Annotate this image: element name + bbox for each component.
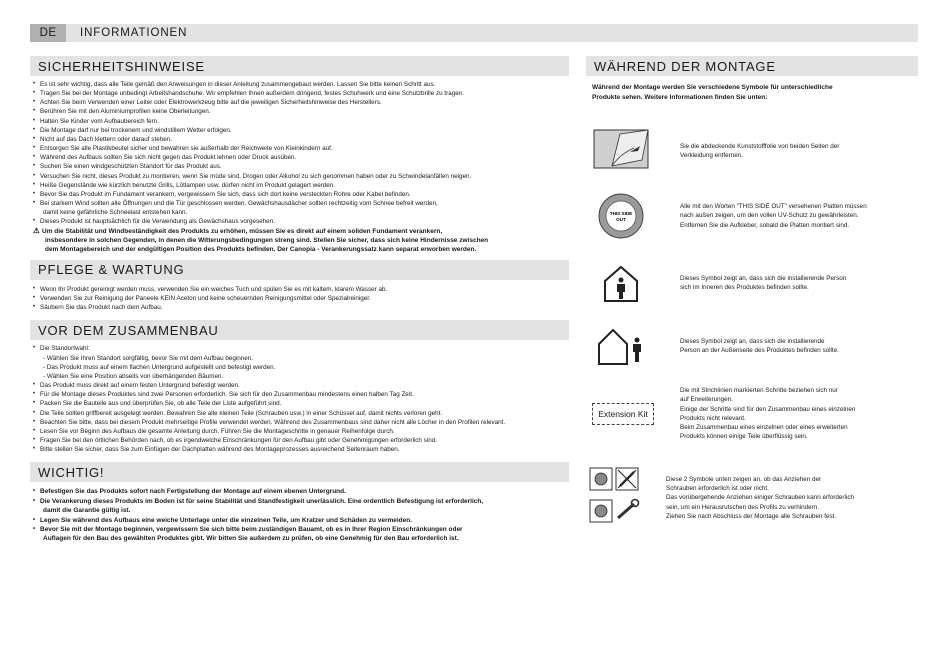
section-title-assembly: WÄHREND DER MONTAGE (586, 56, 918, 76)
symbol-description: Die mit Strichlinien markierten Schritte beziehen sich nur auf Erweiterungen. Einige der Schritte sind für den Zusammenbau eines einzelnen Produkts nicht relevant. Beim Zusammenbau eines einzelnen oder eines erweiterten Produkts können einige Teile überflüssig sein. (680, 387, 856, 441)
symbol-row-this-side-out (586, 192, 867, 240)
list-item: damit keine gefährliche Schneelast entstehen kann. (43, 209, 188, 217)
symbol-row-extension-kit (586, 386, 855, 442)
list-item: damit die Garantie gültig ist. (43, 507, 131, 515)
screw-tightening-icon (586, 466, 656, 530)
extension-kit-icon (586, 403, 656, 425)
before-assembly-list (30, 344, 569, 454)
list-item: • Das Produkt muss direkt auf einem festen Untergrund befestigt werden. (33, 381, 569, 390)
symbol-description: Diese 2 Symbole unten zeigen an, ob das Anziehen der Schrauben erforderlich ist oder nicht. Das vorübergehende Anziehen einiger Schrauben kann erforderlich sein, um ein Herausrutschen des Profils zu verhindern. Ziehen Sie nach Abschluss der Montage alle Schrauben fest. (666, 475, 854, 520)
list-item: • Suchen Sie einen windgeschützten Standort für das Produkt aus. (33, 162, 569, 171)
list-item: • Befestigen Sie das Produkts sofort nach Fertigstellung der Montage auf einem ebenen Untergrund. (33, 487, 569, 496)
extension-kit-label: Extension Kit (592, 403, 654, 425)
warning-text: dem Montagebereich und der endgültigen Position des Produkts befinden. Der Canopia - Verankerungssatz kann separat erworben werden. (45, 245, 477, 253)
badge-text: OUT (616, 217, 626, 222)
list-item: • Beachten Sie bitte, dass bei diesem Produkt mehrseitige Profile verwendet werden. Während des Zusammenbaus sind daher nicht alle Löcher in den Profilen relevant. (33, 418, 569, 427)
warning-text: insbesondere in solchen Gegenden, in denen die Witterungsbedingungen streng sind. Stellen Sie sicher, dass sich keine Hindernisse zwischen (45, 236, 489, 244)
left-column (30, 56, 569, 544)
assembly-intro: Während der Montage werden Sie verschiedene Symbole für unterschiedliche Produkte sehen. Weitere Informationen finden Sie unten: (592, 84, 833, 101)
header-bar (30, 24, 918, 42)
symbol-description: Sie die abdeckende Kunststofffolie von beiden Seiten der Verkleidung entfernen. (680, 142, 840, 159)
important-list (30, 487, 569, 543)
symbol-row-screw-tightening (586, 466, 854, 530)
list-item: • Berühren Sie mit den Aluminiumprofilen keine Oberleitungen. (33, 107, 569, 116)
symbol-row-peel-film (586, 124, 839, 178)
section-title-safety: SICHERHEITSHINWEISE (30, 56, 569, 76)
care-list (30, 285, 569, 312)
list-item: - Wählen Sie Ihren Standort sorgfältig, bevor Sie mit dem Aufbau beginnen. (43, 354, 254, 362)
safety-list (30, 80, 569, 254)
peel-film-icon (586, 124, 656, 178)
list-item: • Halten Sie Kinder vom Aufbaubereich fern. (33, 117, 569, 126)
section-title-care: PFLEGE & WARTUNG (30, 260, 569, 280)
right-column (586, 56, 918, 546)
section-title-before-assembly: VOR DEM ZUSAMMENBAU (30, 320, 569, 340)
badge-text: THIS SIDE (609, 211, 633, 216)
list-item: • Wenn Ihr Produkt gereinigt werden muss, verwenden Sie ein weiches Tuch und spülen Sie es mit kaltem, klarem Wasser ab. (33, 285, 569, 294)
list-item: • Bevor Sie mit der Montage beginnen, vergewissern Sie sich bitte beim zuständigen Bauamt, ob es in Ihrer Region Einschränkungen oder (33, 525, 569, 534)
list-item: - Wählen Sie eine Position abseits von überhängenden Bäumen. (43, 372, 224, 380)
list-item: • Bevor Sie das Produkt im Fundament verankern, vergewissern Sie sich, dass sich dort keine versteckten Rohre oder Kabel befinden. (33, 190, 569, 199)
symbol-description: Dieses Symbol zeigt an, dass sich die installierende Person sich im Inneren des Produktes befinden sollte. (680, 274, 847, 291)
list-item: • Tragen Sie bei der Montage unbedingt Arbeitshandschuhe. Wir empfehlen Ihnen außerdem dringend, festes Schuhwerk und eine Schutzbrille zu tragen. (33, 89, 569, 98)
symbol-row-person-outside (586, 326, 839, 366)
list-item: - Das Produkt muss auf einem flachen Untergrund aufgestellt und befestigt werden. (43, 363, 276, 371)
list-item: • Während des Aufbaus sollten Sie sich nicht gegen das Produkt lehnen oder Druck ausüben. (33, 153, 569, 162)
list-item: • Packen Sie die Bauteile aus und überprüfen Sie, ob alle Teile der Liste aufgeführt sind. (33, 399, 569, 408)
list-item: • Entsorgen Sie alle Plastikbeutel sicher und bewahren sie außerhalb der Reichweite von Kleinkindern auf. (33, 144, 569, 153)
symbol-description: Alle mit den Worten "THIS SIDE OUT" versehenen Platten müssen nach außen zeigen, um den vollen UV-Schutz zu gewährleisten. Entfernen Sie die Aufkleber, sobald die Platten montiert sind. (680, 203, 867, 229)
list-item: • Achten Sie beim Verwenden einer Leiter oder Elektrowerkzeug bitte auf die jeweiligen Sicherheitshinweise des Herstellers. (33, 98, 569, 107)
section-title-important: WICHTIG! (30, 462, 569, 482)
symbol-row-person-inside (586, 263, 846, 303)
list-item: • Die Teile sollten griffbereit ausgelegt werden. Bewahren Sie alle kleinen Teile (Schrauben usw.) in einer Schüssel auf, damit nichts verloren geht. (33, 409, 569, 418)
list-item: • Legen Sie während des Aufbaus eine weiche Unterlage unter die einzelnen Teile, um Kratzer und Schäden zu vermeiden. (33, 516, 569, 525)
list-item: • Dieses Produkt ist hauptsächlich für die Verwendung als Gewächshaus vorgesehen. (33, 217, 569, 226)
list-item: • Bei starkem Wind sollten alle Öffnungen und die Tür geschlossen werden. Gewächshausdächer sollten rechtzeitig vom Schnee befreit werden, (33, 199, 569, 208)
page-title: INFORMATIONEN (80, 27, 188, 39)
symbol-description: Dieses Symbol zeigt an, dass sich die installierende Person an der Außenseite des Produktes befinden sollte. (680, 337, 839, 354)
person-inside-icon (586, 263, 656, 303)
list-item: • Nicht auf das Dach klettern oder darauf stehen. (33, 135, 569, 144)
list-item: • Es ist sehr wichtig, dass alle Teile gemäß den Anweisungen in dieser Anleitung zusammengebaut werden. Lassen Sie bitte keinen Schritt aus. (33, 80, 569, 89)
list-item: • Verwenden Sie zur Reinigung der Paneele KEIN Aceton und keine scheuernden Reinigungsmittel oder Spezialreiniger. (33, 294, 569, 303)
list-item: • Lesen Sie vor Beginn des Aufbaus die gesamte Anleitung durch. Führen Sie die Montageschritte in genauer Reihenfolge durch. (33, 427, 569, 436)
list-item: • Versuchen Sie nicht, dieses Produkt zu montieren, wenn Sie müde sind, Drogen oder Alkohol zu sich genommen haben oder zu Schwindelanfällen neigen. (33, 172, 569, 181)
list-item: • Bitte stellen Sie sicher, dass Sie zum Einfügen der Dachplatten während des Montageprozesses ausreichend Seitenraum haben. (33, 445, 569, 454)
person-outside-icon (586, 326, 656, 366)
list-item: • Die Standortwahl: (33, 344, 569, 353)
list-item: Auflagen für den Bau des gewählten Produktes gibt. Wir bitten Sie außerdem zu prüfen, ob eine Genehmig für den Bau erforderlich ist. (43, 535, 459, 543)
list-item: • Säubern Sie das Produkt nach dem Aufbau. (33, 303, 569, 312)
list-item: • Die Verankerung dieses Produkts im Boden ist für seine Stabilität und Standfestigkeit unerlässlich. Eine ordentlich Befestigung ist erforderlich, (33, 497, 569, 506)
list-item: • Die Montage darf nur bei trockenem und windstillem Wetter erfolgen. (33, 126, 569, 135)
list-item: • Für die Montage dieses Produktes sind zwei Personen erforderlich. Sie sich für den Zusammenbau mindestens einen halben Tag Zeit. (33, 390, 569, 399)
list-item: • Heiße Gegenstände wie kürzlich benutzte Grills, Lötlampen usw. dürfen nicht im Produkt gelagert werden. (33, 181, 569, 190)
language-badge: DE (30, 24, 66, 42)
warning-text: ⚠ Um die Stabilität und Windbeständigkeit des Produkts zu erhöhen, müssen Sie es direkt auf einem soliden Fundament verankern, (33, 227, 569, 236)
list-item: • Fragen Sie bei den örtlichen Behörden nach, ob es irgendwelche Einschränkungen für den Aufbau gibt oder Genehmigungen erforderlich sind. (33, 436, 569, 445)
this-side-out-icon (586, 192, 656, 240)
